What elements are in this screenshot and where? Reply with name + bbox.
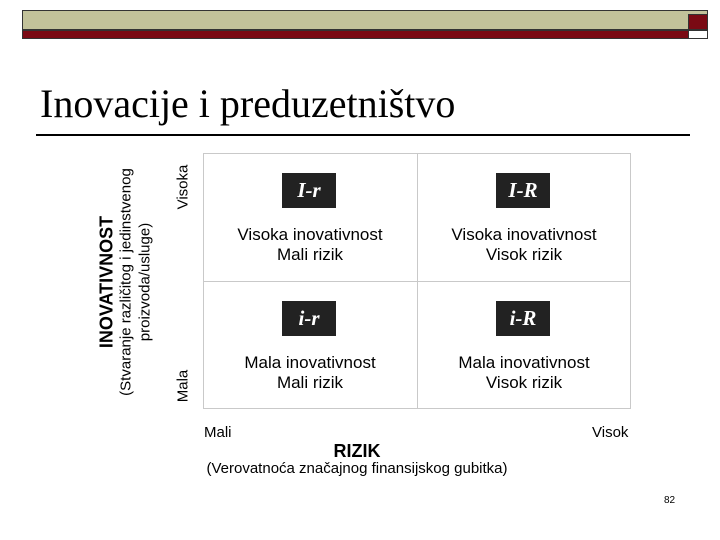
header-red-square	[688, 14, 708, 30]
y-axis-high-label: Visoka	[174, 164, 192, 210]
page-number: 82	[664, 495, 676, 506]
quadrant-description	[417, 225, 631, 265]
slide-header-decoration	[0, 0, 720, 44]
quadrant-line-1: Visoka inovativnost	[237, 225, 383, 244]
y-axis-subtitle-line-1: (Stvaranje različitog i jedinstvenog	[117, 168, 135, 396]
quadrant-line-1: Mala inovativnost	[458, 353, 590, 372]
x-axis-high-label: Visok	[592, 424, 629, 441]
quadrant-description	[417, 353, 631, 393]
y-axis-subtitle-line-2: proizvoda/usluge)	[136, 222, 154, 342]
quadrant-line-1: Mala inovativnost	[244, 353, 376, 372]
quadrant-line-2: Mali rizik	[276, 245, 344, 264]
x-axis-subtitle: (Verovatnoća značajnog finansijskog gubitka)	[206, 460, 508, 477]
y-axis-title: INOVATIVNOST	[96, 215, 117, 349]
quadrant-code-badge: i-r	[282, 301, 336, 336]
quadrant-low-innovation-low-risk	[203, 281, 417, 409]
slide-title: Inovacije i preduzetništvo	[40, 81, 456, 126]
quadrant-description	[203, 225, 417, 265]
quadrant-high-innovation-low-risk	[203, 153, 417, 281]
header-olive-bar	[22, 10, 708, 30]
header-red-bar	[22, 30, 708, 39]
quadrant-line-2: Visok rizik	[485, 373, 563, 392]
quadrant-line-2: Mali rizik	[276, 373, 344, 392]
quadrant-low-innovation-high-risk	[417, 281, 631, 409]
quadrant-line-2: Visok rizik	[485, 245, 563, 264]
x-axis-low-label: Mali	[204, 424, 232, 441]
quadrant-code-badge: I-r	[282, 173, 336, 208]
quadrant-description	[203, 353, 417, 393]
quadrant-line-1: Visoka inovativnost	[451, 225, 597, 244]
y-axis-low-label: Mala	[174, 369, 192, 403]
header-white-square	[688, 30, 708, 39]
x-axis-title: RIZIK	[333, 441, 381, 461]
quadrant-code-badge: I-R	[496, 173, 550, 208]
quadrant-code-badge: i-R	[496, 301, 550, 336]
quadrant-high-innovation-high-risk	[417, 153, 631, 281]
title-underline	[36, 134, 690, 136]
